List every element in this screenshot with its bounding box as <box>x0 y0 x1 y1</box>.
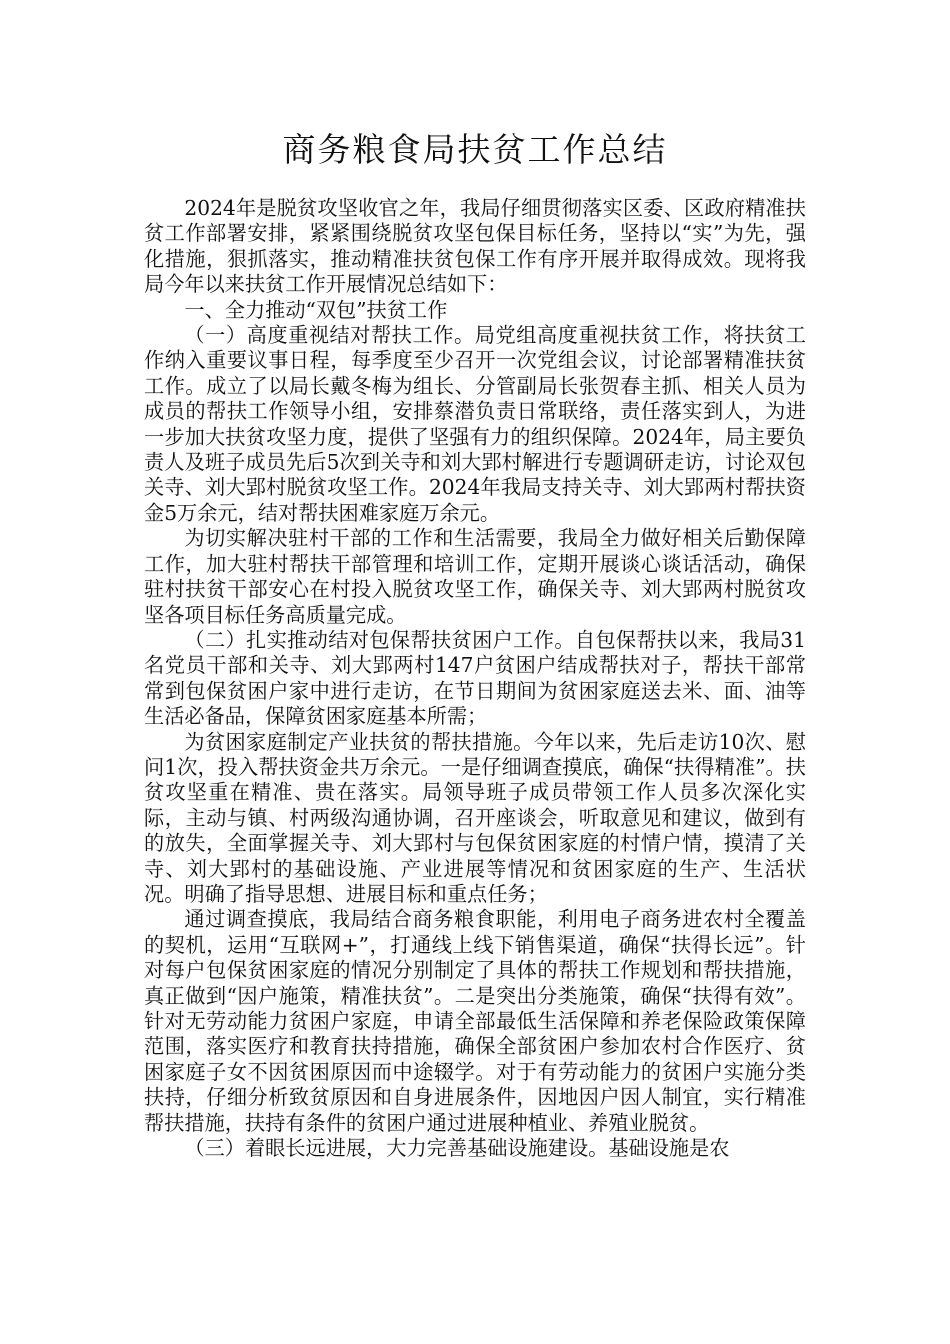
paragraph-subsection-3: （三）着眼长远进展，大力完善基础设施建设。基础设施是农 <box>184 1136 730 1161</box>
paragraph-intro: 2024年是脱贫攻坚收官之年，我局仔细贯彻落实区委、区政府精准扶贫工作部署安排，紧紧围绕脱贫攻坚包保目标任务，坚持以“实”为先，强化措施，狠抓落实，推动精准扶贫包保工作有序开展并取得成效。现将我局今年以来扶贫工作开展情况总结如下： <box>144 196 806 297</box>
paragraph-subsection-1: （一）高度重视结对帮扶工作。局党组高度重视扶贫工作，将扶贫工作纳入重要议事日程，每季度至少召开一次党组会议，讨论部署精准扶贫工作。成立了以局长戴冬梅为组长、分管副局长张贺春主抓、相关人员为成员的帮扶工作领导小组，安排蔡潜负责日常联络，责任落实到人，为进一步加大扶贫攻坚力度，提供了坚强有力的组织保障。2024年，局主要负责人及班子成员先后5次到关寺和刘大郢村解进行专题调研走访，讨论双包关寺、刘大郢村脱贫攻坚工作。2024年我局支持关寺、刘大郢两村帮扶资金5万余元，结对帮扶困难家庭万余元。 <box>144 323 806 525</box>
section-heading: 一、全力推动“双包”扶贫工作 <box>184 297 448 322</box>
paragraph-survey-results: 通过调查摸底，我局结合商务粮食职能，利用电子商务进农村全覆盖的契机，运用“互联网+”，打通线上线下销售渠道，确保“扶得长远”。针对每户包保贫困家庭的情况分别制定了具体的帮扶工作规划和帮扶措施，真正做到“因户施策，精准扶贫”。二是突出分类施策，确保“扶得有效”。针对无劳动能力贫困户家庭，申请全部最低生活保障和养老保险政策保障范围，落实医疗和教育扶持措施，确保全部贫困户参加农村合作医疗、贫困家庭子女不因贫困原因而中途辍学。对于有劳动能力的贫困户实施分类扶持，仔细分析致贫原因和自身进展条件，因地因户因人制宜，实行精准帮扶措施，扶持有条件的贫困户通过进展种植业、养殖业脱贫。 <box>144 907 806 1135</box>
paragraph-logistics: 为切实解决驻村干部的工作和生活需要，我局全力做好相关后勤保障工作，加大驻村帮扶干部管理和培训工作，定期开展谈心谈话活动，确保驻村扶贫干部安心在村投入脱贫攻坚工作，确保关寺、刘大郢两村脱贫攻坚各项目标任务高质量完成。 <box>144 526 806 627</box>
document-title: 商务粮食局扶贫工作总结 <box>282 130 668 169</box>
paragraph-industry-measures: 为贫困家庭制定产业扶贫的帮扶措施。今年以来，先后走访10次、慰问1次，投入帮扶资金共万余元。一是仔细调查摸底，确保“扶得精准”。扶贫攻坚重在精准、贵在落实。局领导班子成员带领工作人员多次深化实际，主动与镇、村两级沟通协调，召开座谈会，听取意见和建议，做到有的放失，全面掌握关寺、刘大郢村与包保贫困家庭的村情户情，摸清了关寺、刘大郢村的基础设施、产业进展等情况和贫困家庭的生产、生活状况。明确了指导思想、进展目标和重点任务； <box>144 729 806 906</box>
document-body <box>144 196 806 1161</box>
paragraph-subsection-2: （二）扎实推动结对包保帮扶贫困户工作。自包保帮扶以来，我局31名党员干部和关寺、刘大郢两村147户贫困户结成帮扶对子，帮扶干部常常到包保贫困户家中进行走访，在节日期间为贫困家庭送去米、面、油等生活必备品，保障贫困家庭基本所需； <box>144 627 806 729</box>
